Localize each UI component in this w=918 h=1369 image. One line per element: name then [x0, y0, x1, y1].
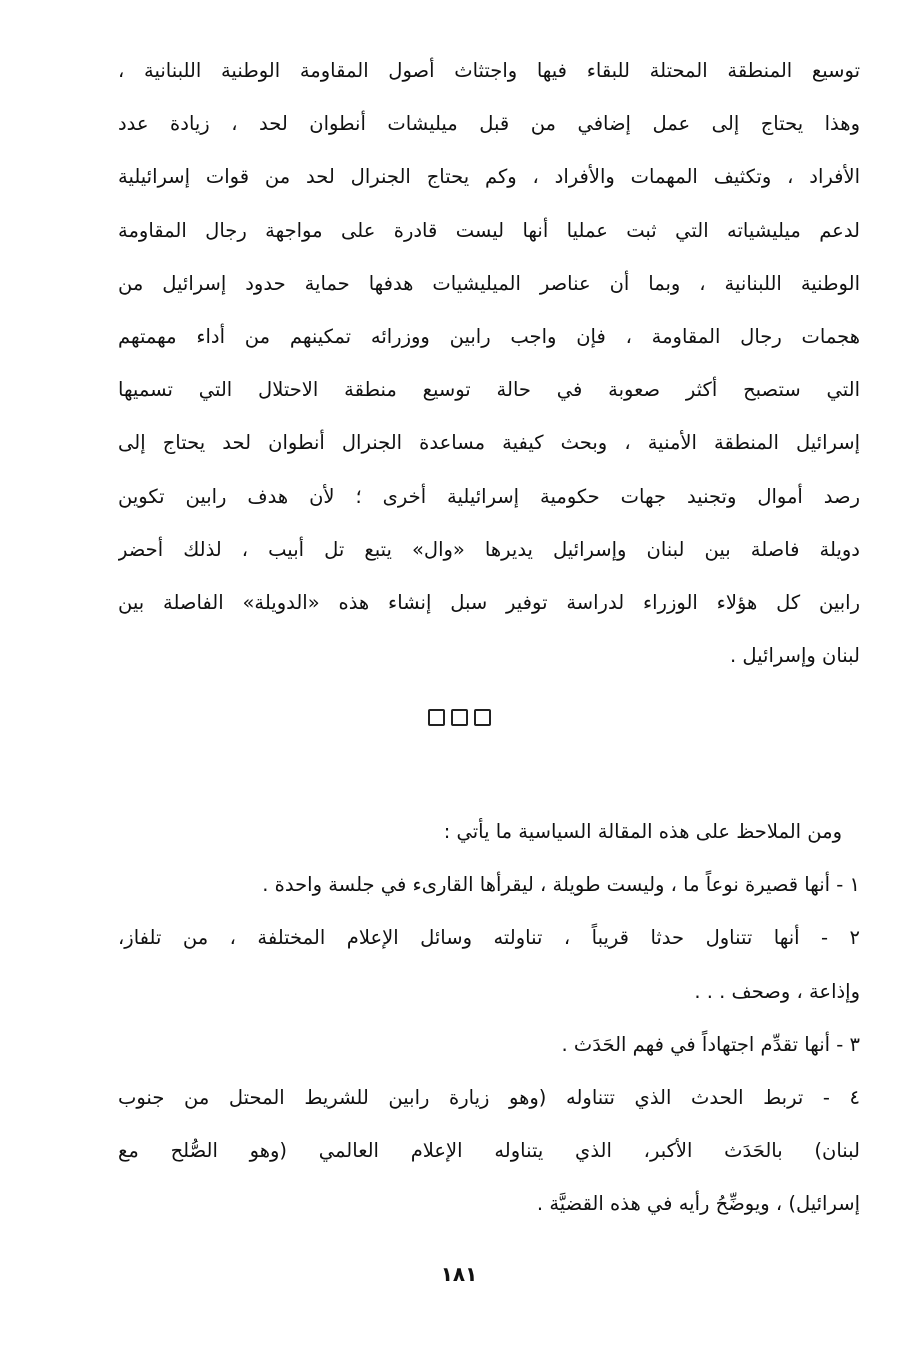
list-item: ٢ - أنها تتناول حدثا قريباً ، تناولته وسائل الإعلام المختلفة ، من تلفاز، — [118, 926, 860, 950]
text-line: لدعم ميليشياته التي ثبت عمليا أنها ليست قادرة على مواجهة رجال المقاومة — [118, 218, 860, 242]
text-line: الأفراد ، وتكثيف المهمات والأفراد ، وكم يحتاج الجنرال لحد من قوات إسرائيلية — [118, 165, 860, 189]
body-text — [118, 44, 860, 682]
text-line: هجمات رجال المقاومة ، فإن واجب رابين ووزرائه تمكينهم من أداء مهمتهم — [118, 325, 860, 349]
text-line: رابين كل هؤلاء الوزراء لدراسة توفير سبل إنشاء هذه «الدويلة» الفاصلة بين — [118, 591, 860, 615]
list-item: ٣ - أنها تقدِّم اجتهاداً في فهم الحَدَث . — [561, 1032, 860, 1056]
list-item-continuation: إسرائيل) ، ويوضِّحُ رأيه في هذه القضيَّة . — [536, 1192, 860, 1216]
text-line: توسيع المنطقة المحتلة للبقاء فيها واجتثاث أصول المقاومة الوطنية اللبنانية ، — [118, 59, 860, 82]
list-item: ١ - أنها قصيرة نوعاً ما ، وليست طويلة ، ليقرأها القارىء في جلسة واحدة . — [262, 873, 860, 897]
page-number: ١٨١ — [440, 1262, 478, 1286]
text-line: إسرائيل المنطقة الأمنية ، وبحث كيفية مساعدة الجنرال أنطوان لحد يحتاج إلى — [118, 431, 860, 455]
text-line: لبنان وإسرائيل . — [730, 644, 860, 668]
list-item-continuation: لبنان) بالحَدَث الأكبر، الذي يتناوله الإعلام العالمي (وهو الصُّلح مع — [118, 1139, 860, 1163]
text-line: الوطنية اللبنانية ، وبما أن عناصر الميليشيات هدفها حماية حدود إسرائيل من — [118, 271, 860, 295]
list-item: ٤ - تربط الحدث الذي تتناوله (وهو زيارة رابين للشريط المحتل من جنوب — [118, 1086, 860, 1110]
text-line: رصد أموال وتجنيد جهات حكومية إسرائيلية أخرى ؛ لأن هدف رابين تكوين — [118, 484, 860, 508]
list-item-continuation: وإذاعة ، وصحف . . . — [694, 979, 860, 1003]
intro-line: ومن الملاحظ على هذه المقالة السياسية ما يأتي : — [443, 820, 842, 843]
paragraph — [118, 44, 860, 682]
observations-section — [118, 805, 860, 1231]
square-ornament-icon — [428, 709, 445, 726]
square-ornament-icon — [474, 709, 491, 726]
text-line: وهذا يحتاج إلى عمل إضافي من قبل ميليشات أنطوان لحد ، زيادة عدد — [118, 112, 860, 136]
text-line: التي ستصبح أكثر صعوبة في حالة توسيع منطقة الاحتلال التي تسميها — [118, 378, 860, 402]
text-line: دويلة فاصلة بين لبنان وإسرائيل يديرها «وال» يتبع تل أبيب ، لذلك أحضر — [118, 537, 860, 561]
square-ornament-icon — [451, 709, 468, 726]
section-separator — [0, 709, 918, 730]
